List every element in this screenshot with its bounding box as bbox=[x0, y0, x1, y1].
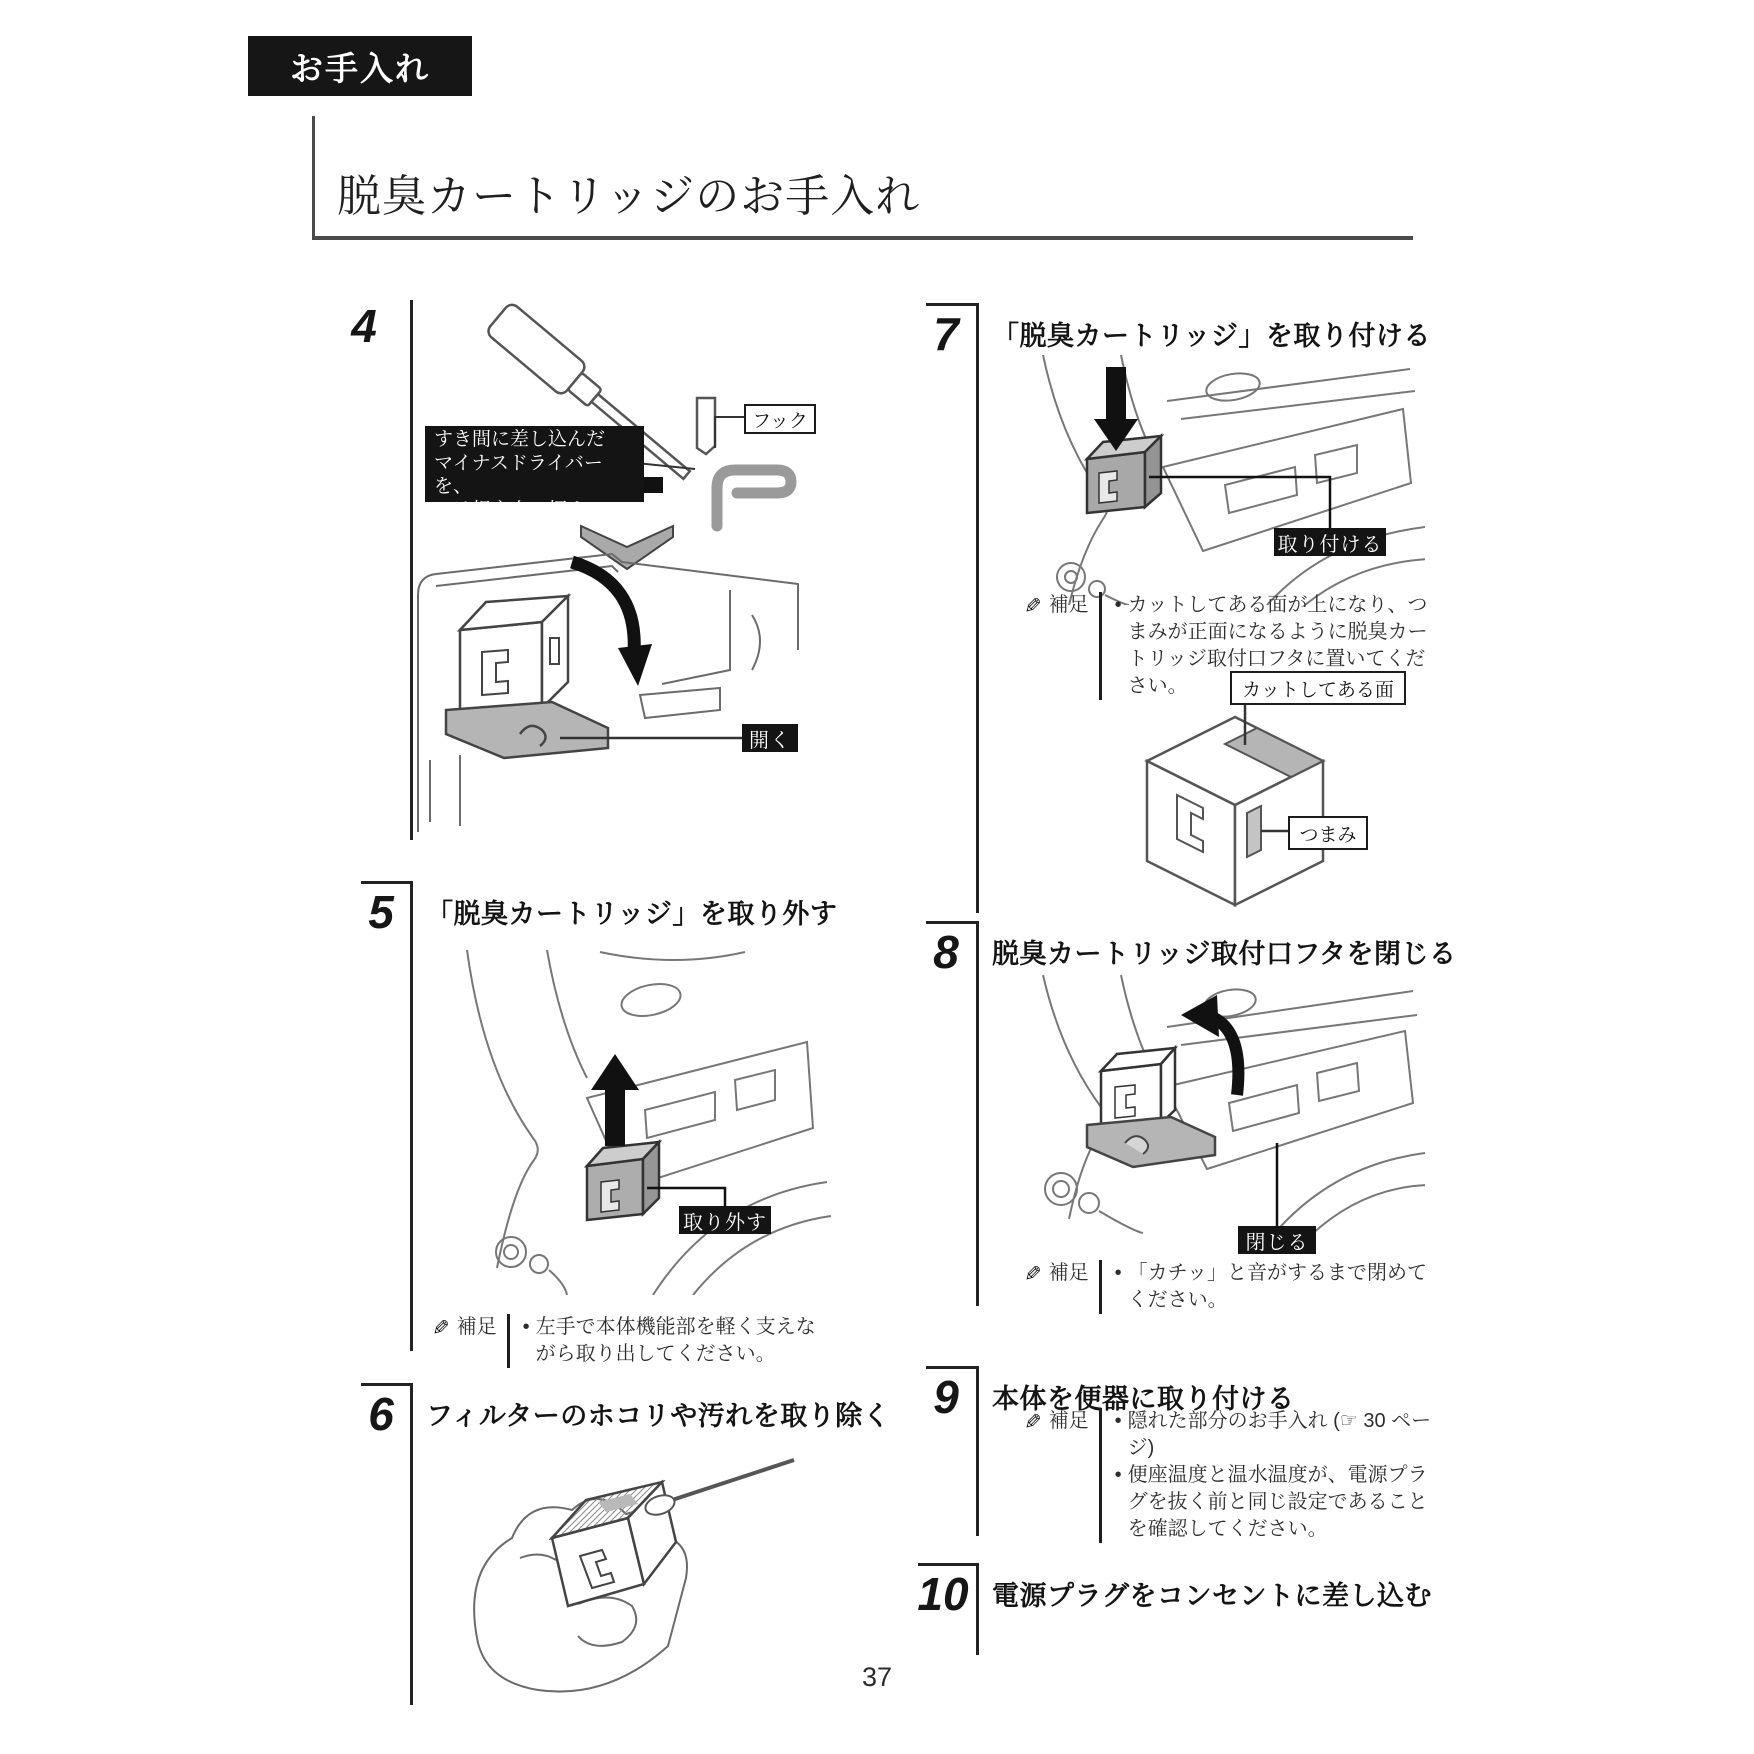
hook-label bbox=[744, 404, 816, 434]
note-bullet-line bbox=[1115, 1462, 1444, 1543]
step6-heading: フィルターのホコリや汚れを取り除く bbox=[426, 1401, 891, 1431]
step9-heading: 本体を便器に取り付ける bbox=[992, 1384, 1295, 1414]
step7-topline bbox=[926, 303, 976, 306]
hook-label-text: フック bbox=[752, 410, 808, 432]
bullet-glyph: • bbox=[1114, 1262, 1122, 1284]
cartridge-cube-gray bbox=[1087, 436, 1161, 513]
callout-line: つけ根方向に押す bbox=[434, 499, 587, 521]
open-label-text: 開く bbox=[749, 729, 791, 752]
note-label: 補足 bbox=[1048, 1410, 1089, 1432]
attach-label-text: 取り付ける bbox=[1277, 533, 1383, 556]
pencil-icon: ✎ bbox=[1024, 1411, 1042, 1434]
bullet-glyph: • bbox=[1114, 594, 1122, 616]
step7-number: 7 bbox=[933, 308, 959, 360]
knob-label bbox=[1288, 816, 1368, 850]
attach-leader-line bbox=[1149, 477, 1330, 528]
note-label: 補足 bbox=[1048, 594, 1089, 616]
step8-note-text: 「カチッ」と音がするまで閉めてください。 bbox=[1127, 1262, 1428, 1311]
note-bullet-line bbox=[1115, 1260, 1444, 1314]
section-badge-label: お手入れ bbox=[290, 49, 430, 87]
cut-face-label-text: カットしてある面 bbox=[1242, 679, 1394, 701]
close-label-text: 閉じる bbox=[1245, 1231, 1309, 1254]
note-body bbox=[507, 1314, 825, 1368]
step4-number: 4 bbox=[351, 300, 377, 352]
step9-topline bbox=[926, 1366, 976, 1369]
section-badge bbox=[248, 36, 472, 96]
step9-note2-text: 便座温度と温水温度が、電源プラグを抜く前と同じ設定であることを確認してください。 bbox=[1127, 1464, 1428, 1540]
step9-number: 9 bbox=[933, 1371, 959, 1423]
page-title-block bbox=[312, 116, 1413, 240]
step10-heading: 電源プラグをコンセントに差し込む bbox=[992, 1581, 1432, 1611]
note-body bbox=[1099, 1408, 1444, 1543]
step8-topline bbox=[926, 921, 976, 924]
pencil-icon: ✎ bbox=[1024, 595, 1042, 618]
step7-illustration-attach bbox=[985, 355, 1425, 605]
toilet-line-art bbox=[467, 950, 831, 1295]
page-title: 脱臭カートリッジのお手入れ bbox=[337, 172, 921, 221]
knob-tab bbox=[1247, 806, 1261, 857]
step9-note1-text: 隠れた部分のお手入れ (☞ 30 ページ) bbox=[1127, 1410, 1432, 1459]
cartridge-cube-gray bbox=[587, 1142, 659, 1220]
step4-callout bbox=[425, 426, 644, 521]
step6-rule bbox=[410, 1383, 413, 1705]
step5-rule bbox=[410, 881, 413, 1351]
step7-note-text: カットしてある面が上になり、つまみが正面になるように脱臭カートリッジ取付口フタに置いてください。 bbox=[1127, 594, 1428, 697]
step8-number: 8 bbox=[933, 926, 959, 978]
bullet-glyph: • bbox=[1114, 1464, 1122, 1486]
step4-illustration-open-lid bbox=[400, 520, 830, 840]
step6-number: 6 bbox=[368, 1388, 394, 1440]
step5-topline bbox=[361, 881, 410, 884]
hook-mount-part bbox=[697, 398, 715, 454]
note-label: 補足 bbox=[456, 1316, 497, 1338]
cut-face-label bbox=[1230, 671, 1406, 705]
step8-heading: 脱臭カートリッジ取付口フタを閉じる bbox=[992, 939, 1457, 969]
note-bullet-line bbox=[1115, 1408, 1444, 1462]
knob-label-text: つまみ bbox=[1299, 824, 1357, 846]
lid-tray bbox=[446, 702, 608, 758]
step10-rule bbox=[976, 1563, 979, 1655]
lid-tray bbox=[1087, 1117, 1215, 1167]
step8-note bbox=[1024, 1260, 1444, 1314]
step5-note-text: 左手で本体機能部を軽く支えながら取り出してください。 bbox=[535, 1316, 816, 1365]
cotton-swab-stick bbox=[666, 1460, 794, 1502]
page-number: 37 bbox=[861, 1662, 893, 1692]
step7-heading: 「脱臭カートリッジ」を取り付ける bbox=[992, 321, 1431, 351]
hook-shape bbox=[717, 470, 791, 526]
note-body bbox=[1099, 1260, 1444, 1314]
step5-illustration-remove bbox=[415, 950, 835, 1295]
step5-heading: 「脱臭カートリッジ」を取り外す bbox=[426, 899, 838, 929]
callout-line: すき間に差し込んだ bbox=[434, 429, 606, 450]
step6-topline bbox=[361, 1383, 410, 1386]
pencil-icon: ✎ bbox=[432, 1317, 450, 1340]
bullet-glyph: • bbox=[522, 1316, 530, 1338]
step8-rule bbox=[976, 921, 979, 1306]
note-bullet-line bbox=[523, 1314, 825, 1368]
step9-rule bbox=[976, 1366, 979, 1536]
step10-number: 10 bbox=[917, 1568, 969, 1620]
cartridge-cube bbox=[460, 596, 568, 716]
step9-note bbox=[1024, 1408, 1444, 1543]
pencil-icon: ✎ bbox=[1024, 1263, 1042, 1286]
remove-label-text: 取り外す bbox=[683, 1211, 767, 1234]
step5-number: 5 bbox=[368, 886, 394, 938]
step10-topline bbox=[918, 1563, 976, 1566]
step8-illustration-close bbox=[985, 975, 1425, 1235]
step5-note bbox=[432, 1314, 832, 1368]
open-label bbox=[742, 724, 798, 752]
remove-label bbox=[679, 1206, 771, 1234]
attach-label bbox=[1274, 528, 1386, 556]
note-label: 補足 bbox=[1048, 1262, 1089, 1284]
hook-leader-line bbox=[715, 417, 744, 448]
up-arrow-icon bbox=[591, 1054, 639, 1146]
bullet-glyph: • bbox=[1114, 1410, 1122, 1432]
rotate-arrow-icon bbox=[572, 562, 634, 652]
close-label bbox=[1238, 1226, 1316, 1254]
step7-rule bbox=[976, 303, 979, 913]
callout-line: マイナスドライバーを、 bbox=[434, 452, 603, 497]
